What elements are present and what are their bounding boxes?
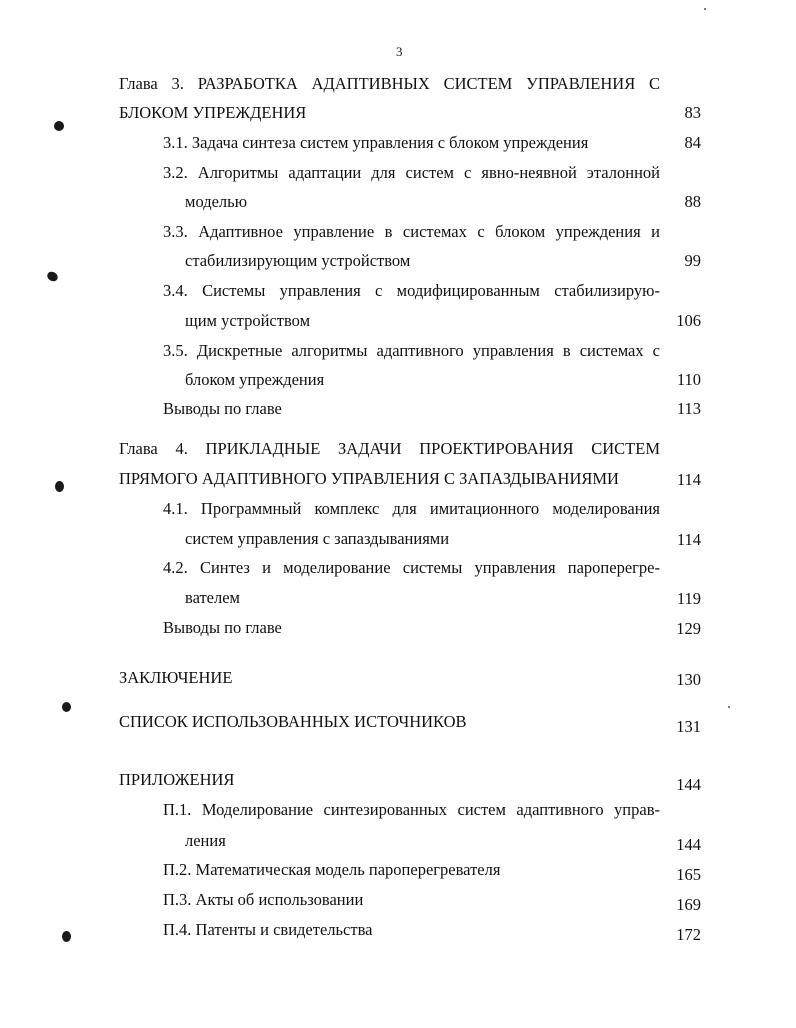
appendix-entry-text: П.2. Математическая модель пароперегревателя bbox=[163, 860, 501, 879]
scan-blot bbox=[54, 121, 64, 131]
toc-entry-page: 88 bbox=[684, 192, 701, 211]
appendix-entry-page: 165 bbox=[676, 865, 701, 884]
toc-entry-text: 3.1. Задача синтеза систем управления с блоком упреждения bbox=[163, 133, 589, 152]
appendix-entry-text: П.3. Акты об использовании bbox=[163, 890, 364, 909]
chapter3-page: 83 bbox=[684, 103, 701, 122]
appendix-entry-page: 144 bbox=[676, 835, 701, 854]
toc-entry-text: 3.3. Адаптивное управление в системах с блоком упреждения и bbox=[163, 222, 660, 241]
appendices-label: ПРИЛОЖЕНИЯ bbox=[119, 770, 235, 789]
scan-blot bbox=[45, 270, 59, 283]
conclusions-label: Выводы по главе bbox=[163, 618, 282, 637]
toc-entry-text: 4.2. Синтез и моделирование системы управления пароперегре- bbox=[163, 558, 660, 577]
conclusions-page: 113 bbox=[676, 399, 701, 418]
scan-blot bbox=[55, 481, 64, 492]
toc-entry-page: 84 bbox=[684, 133, 701, 152]
chapter4-page: 114 bbox=[676, 470, 701, 489]
conclusion-label: ЗАКЛЮЧЕНИЕ bbox=[119, 668, 233, 687]
toc-entry-text: 3.2. Алгоритмы адаптации для систем с явно-неявной эталонной bbox=[163, 163, 660, 182]
appendices-page: 144 bbox=[676, 775, 701, 794]
toc-entry-text-cont: стабилизирующим устройством bbox=[185, 251, 411, 270]
toc-entry-page: 119 bbox=[676, 589, 701, 608]
toc-entry-text-cont: щим устройством bbox=[185, 311, 311, 330]
toc-entry-page: 106 bbox=[676, 311, 701, 330]
references-page: 131 bbox=[676, 717, 701, 736]
conclusions-page: 129 bbox=[676, 619, 701, 638]
references-label: СПИСОК ИСПОЛЬЗОВАННЫХ ИСТОЧНИКОВ bbox=[119, 712, 467, 731]
chapter4-heading-line1: Глава 4. ПРИКЛАДНЫЕ ЗАДАЧИ ПРОЕКТИРОВАНИЯ СИСТЕМ bbox=[119, 439, 660, 458]
scan-blot bbox=[62, 702, 71, 712]
toc-entry-text: 4.1. Программный комплекс для имитационного моделирования bbox=[163, 499, 660, 518]
toc-entry-text-cont: моделью bbox=[185, 192, 248, 211]
scan-speck bbox=[704, 8, 706, 10]
page-number: 3 bbox=[396, 44, 403, 59]
chapter3-heading-line1: Глава 3. РАЗРАБОТКА АДАПТИВНЫХ СИСТЕМ УПРАВЛЕНИЯ С bbox=[119, 74, 660, 93]
toc-entry-page: 99 bbox=[684, 251, 701, 270]
appendix-entry-text-cont: ления bbox=[185, 831, 226, 850]
scan-blot bbox=[62, 931, 71, 942]
appendix-entry-page: 172 bbox=[676, 925, 701, 944]
toc-entry-text: 3.4. Системы управления с модифицированным стабилизирую- bbox=[163, 281, 660, 300]
chapter3-heading-line2: БЛОКОМ УПРЕЖДЕНИЯ bbox=[119, 103, 307, 122]
toc-entry-text-cont: систем управления с запаздываниями bbox=[185, 529, 450, 548]
chapter4-heading-line2: ПРЯМОГО АДАПТИВНОГО УПРАВЛЕНИЯ С ЗАПАЗДЫВАНИЯМИ bbox=[119, 469, 619, 488]
toc-entry-text-cont: вателем bbox=[185, 588, 241, 607]
conclusion-page: 130 bbox=[676, 670, 701, 689]
toc-entry-text: 3.5. Дискретные алгоритмы адаптивного управления в системах с bbox=[163, 341, 660, 360]
scan-speck bbox=[728, 706, 730, 708]
appendix-entry-page: 169 bbox=[676, 895, 701, 914]
appendix-entry-text: П.4. Патенты и свидетельства bbox=[163, 920, 373, 939]
toc-entry-text-cont: блоком упреждения bbox=[185, 370, 325, 389]
conclusions-label: Выводы по главе bbox=[163, 399, 282, 418]
appendix-entry-text: П.1. Моделирование синтезированных систем адаптивного управ- bbox=[163, 800, 660, 819]
toc-entry-page: 114 bbox=[676, 530, 701, 549]
toc-entry-page: 110 bbox=[676, 370, 701, 389]
